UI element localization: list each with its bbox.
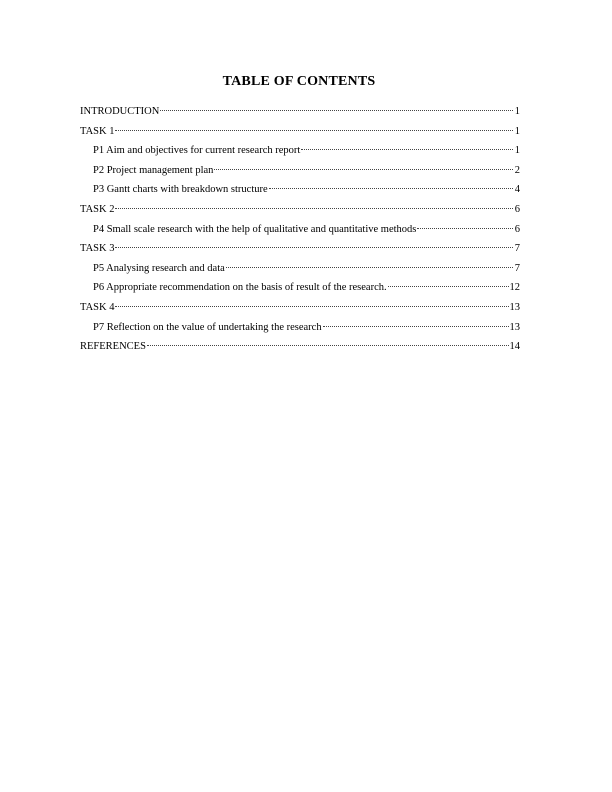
toc-page-number: 12 (509, 282, 520, 294)
table-of-contents (80, 102, 520, 357)
dot-leader (417, 228, 513, 229)
toc-entry-text: P2 Project management plan (93, 164, 214, 176)
toc-entry-text: P5 Analysing research and data (93, 262, 225, 274)
toc-entry-task-1[interactable] (80, 122, 520, 142)
toc-entry-p4[interactable] (80, 220, 520, 240)
toc-page-number: 14 (509, 341, 520, 353)
dot-leader (388, 286, 509, 287)
toc-entry-text: P6 Appropriate recommendation on the basis of result of the research. (93, 282, 387, 294)
toc-entry-text: TASK 4 (80, 301, 115, 313)
toc-entry-references[interactable] (80, 337, 520, 357)
toc-entry-text: TASK 3 (80, 243, 115, 255)
toc-page-number: 1 (514, 145, 520, 157)
toc-entry-p6[interactable] (80, 278, 520, 298)
dot-leader (226, 267, 513, 268)
toc-entry-text: TASK 1 (80, 125, 115, 137)
toc-entry-task-3[interactable] (80, 239, 520, 259)
toc-page-number: 13 (509, 301, 520, 313)
toc-entry-text: P3 Gantt charts with breakdown structure (93, 184, 268, 196)
toc-entry-p3[interactable] (80, 180, 520, 200)
dot-leader (115, 247, 513, 248)
toc-entry-text: REFERENCES (80, 341, 146, 353)
toc-page-number: 6 (514, 203, 520, 215)
toc-title: TABLE OF CONTENTS (222, 74, 376, 89)
dot-leader (214, 169, 513, 170)
toc-entry-p2[interactable] (80, 161, 520, 181)
toc-entry-p1[interactable] (80, 141, 520, 161)
toc-page-number: 13 (509, 321, 520, 333)
toc-page-number: 4 (514, 184, 520, 196)
toc-page-number: 1 (514, 125, 520, 137)
toc-entry-text: P7 Reflection on the value of undertaking the research (93, 321, 322, 333)
toc-entry-text: INTRODUCTION (80, 106, 160, 117)
toc-page-number: 1 (514, 106, 520, 117)
dot-leader (301, 149, 513, 150)
toc-page-number: 2 (514, 164, 520, 176)
toc-entry-p7[interactable] (80, 318, 520, 338)
toc-entry-task-4[interactable] (80, 298, 520, 318)
toc-entry-text: P1 Aim and objectives for current research report (93, 145, 301, 157)
toc-entry-introduction[interactable] (80, 102, 520, 122)
dot-leader (115, 306, 508, 307)
dot-leader (115, 130, 513, 131)
toc-page-number: 7 (514, 243, 520, 255)
dot-leader (115, 208, 513, 209)
toc-entry-text: TASK 2 (80, 203, 115, 215)
dot-leader (323, 326, 509, 327)
dot-leader (147, 345, 509, 346)
dot-leader (160, 110, 513, 111)
toc-entry-p5[interactable] (80, 259, 520, 279)
toc-entry-text: P4 Small scale research with the help of qualitative and quantitative methods (93, 223, 417, 235)
toc-page-number: 7 (514, 262, 520, 274)
toc-entry-task-2[interactable] (80, 200, 520, 220)
toc-page-number: 6 (514, 223, 520, 235)
dot-leader (269, 188, 513, 189)
